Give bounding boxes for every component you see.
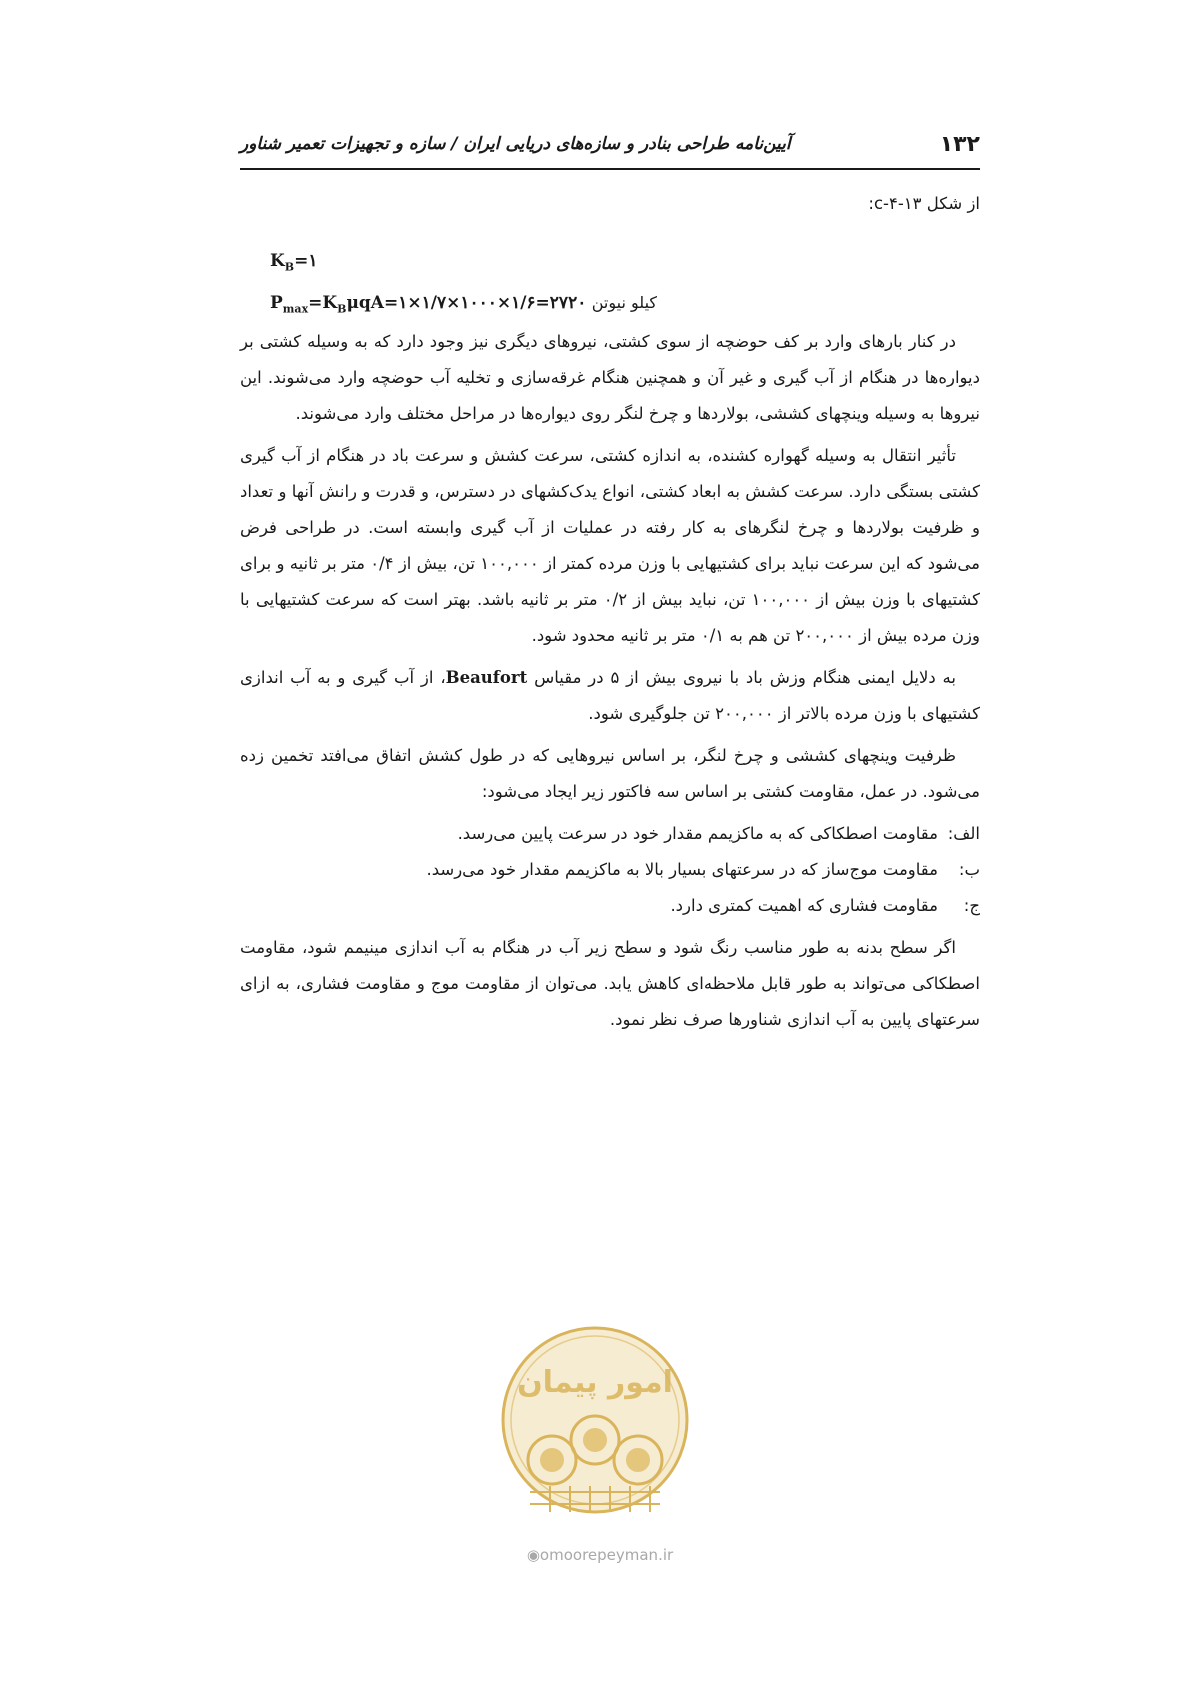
watermark-logo-icon bbox=[490, 1320, 700, 1530]
svg-text:امور پیمان: امور پیمان bbox=[517, 1365, 673, 1400]
list-text: مقاومت اصطکاکی که به ماکزیمم مقدار خود در سرعت پایین می‌رسد. bbox=[457, 824, 938, 843]
paragraph-speed: تأثیر انتقال به وسیله گهواره کشنده، به اندازه کشتی، سرعت کشش و سرعت باد در هنگام از آب گیری کشتی بستگی دارد. سرعت کشش به ابعاد کشتی، انواع یدک‌کشهای در دسترس، و قدرت و رانش آنها و تعداد و ظرفیت بولاردها و چرخ لنگرهای به کار رفته در عملیات از آب گیری وابسته است. در طراحی فرض می‌شود که این سرعت نباید برای کشتیهایی با وزن مرده کمتر از ۱۰۰,۰۰۰ تن، بیش از ۰/۴ متر بر ثانیه و برای کشتیهای با وزن بیش از ۱۰۰,۰۰۰ تن، نباید بیش از ۰/۲ متر بر ثانیه باشد. بهتر است که سرعت کشتیهایی با وزن مرده بیش از ۲۰۰,۰۰۰ تن هم به ۰/۱ متر بر ثانیه محدود شود. bbox=[240, 446, 981, 645]
formula-kb-text: $K_B=۱$ bbox=[270, 251, 318, 274]
list-text: مقاومت فشاری که اهمیت کمتری دارد. bbox=[670, 896, 938, 915]
site-url-text: omoorepeyman.ir bbox=[539, 1546, 674, 1564]
watermark-site-url bbox=[500, 1546, 700, 1564]
page-number: ۱۳۲ bbox=[939, 132, 980, 157]
globe-icon: ◉ bbox=[526, 1546, 540, 1564]
page-body bbox=[240, 186, 980, 1044]
formula-kb bbox=[240, 240, 980, 282]
list-item bbox=[240, 852, 980, 888]
list-marker: ب: bbox=[958, 860, 980, 879]
paragraph-beaufort bbox=[240, 660, 980, 732]
formula-pmax-expression: $P_{max}=K_B\mu qA=۱\times ۱/۷\times ۱۰۰۰\times ۱/۶=۲۷۲۰$ bbox=[270, 293, 587, 316]
running-title: آیین‌نامه طراحی بنادر و سازه‌های دریایی ایران / سازه و تجهیزات تعمیر شناور bbox=[240, 134, 791, 154]
list-item bbox=[240, 816, 980, 852]
list-text: مقاومت موج‌ساز که در سرعتهای بسیار بالا به ماکزیمم مقدار خود می‌رسد. bbox=[426, 860, 938, 879]
list-item bbox=[240, 888, 980, 924]
beaufort-text-before: به دلایل ایمنی هنگام وزش باد با نیروی بیش از ۵ در مقیاس bbox=[527, 668, 956, 687]
paragraph-forces: در کنار بارهای وارد بر کف حوضچه از سوی کشتی، نیروهای دیگری نیز وجود دارد که به وسیله کشتی بر دیواره‌ها در هنگام از آب گیری و غیر آن و همچنین هنگام غرقه‌سازی و تخلیه آب حوضچه وارد می‌شوند. این نیروها به وسیله وینچهای کششی، بولاردها و چرخ لنگر روی دیواره‌ها در مراحل مختلف وارد می‌شوند. bbox=[240, 332, 980, 423]
beaufort-term: Beaufort bbox=[445, 668, 528, 687]
page-header bbox=[240, 128, 980, 170]
list-marker: ج: bbox=[963, 896, 980, 915]
paragraph-winch: ظرفیت وینچهای کششی و چرخ لنگر، بر اساس نیروهایی که در طول کشش اتفاق می‌افتد تخمین زده می‌شود. در عمل، مقاومت کشتی بر اساس سه فاکتور زیر ایجاد می‌شود: bbox=[240, 746, 980, 801]
formula-pmax bbox=[240, 282, 980, 324]
beaufort-text-after: ، از آب گیری و به آب اندازی کشتیهای با وزن مرده بالاتر از ۲۰۰,۰۰۰ تن جلوگیری شود. bbox=[240, 668, 980, 723]
paragraph-surface: اگر سطح بدنه به طور مناسب رنگ شود و سطح زیر آب در هنگام به آب اندازی مینیمم شود، مقاومت اصطکاکی می‌تواند به طور قابل ملاحظه‌ای کاهش یابد. می‌توان از مقاومت موج و مقاومت فشاری، به ازای سرعتهای پایین به آب اندازی شناورها صرف نظر نمود. bbox=[240, 938, 980, 1029]
figure-reference: از شکل c-۴-۱۳: bbox=[868, 194, 980, 213]
list-marker: الف: bbox=[947, 824, 980, 843]
formula-pmax-unit: کیلو نیوتن bbox=[591, 293, 658, 312]
